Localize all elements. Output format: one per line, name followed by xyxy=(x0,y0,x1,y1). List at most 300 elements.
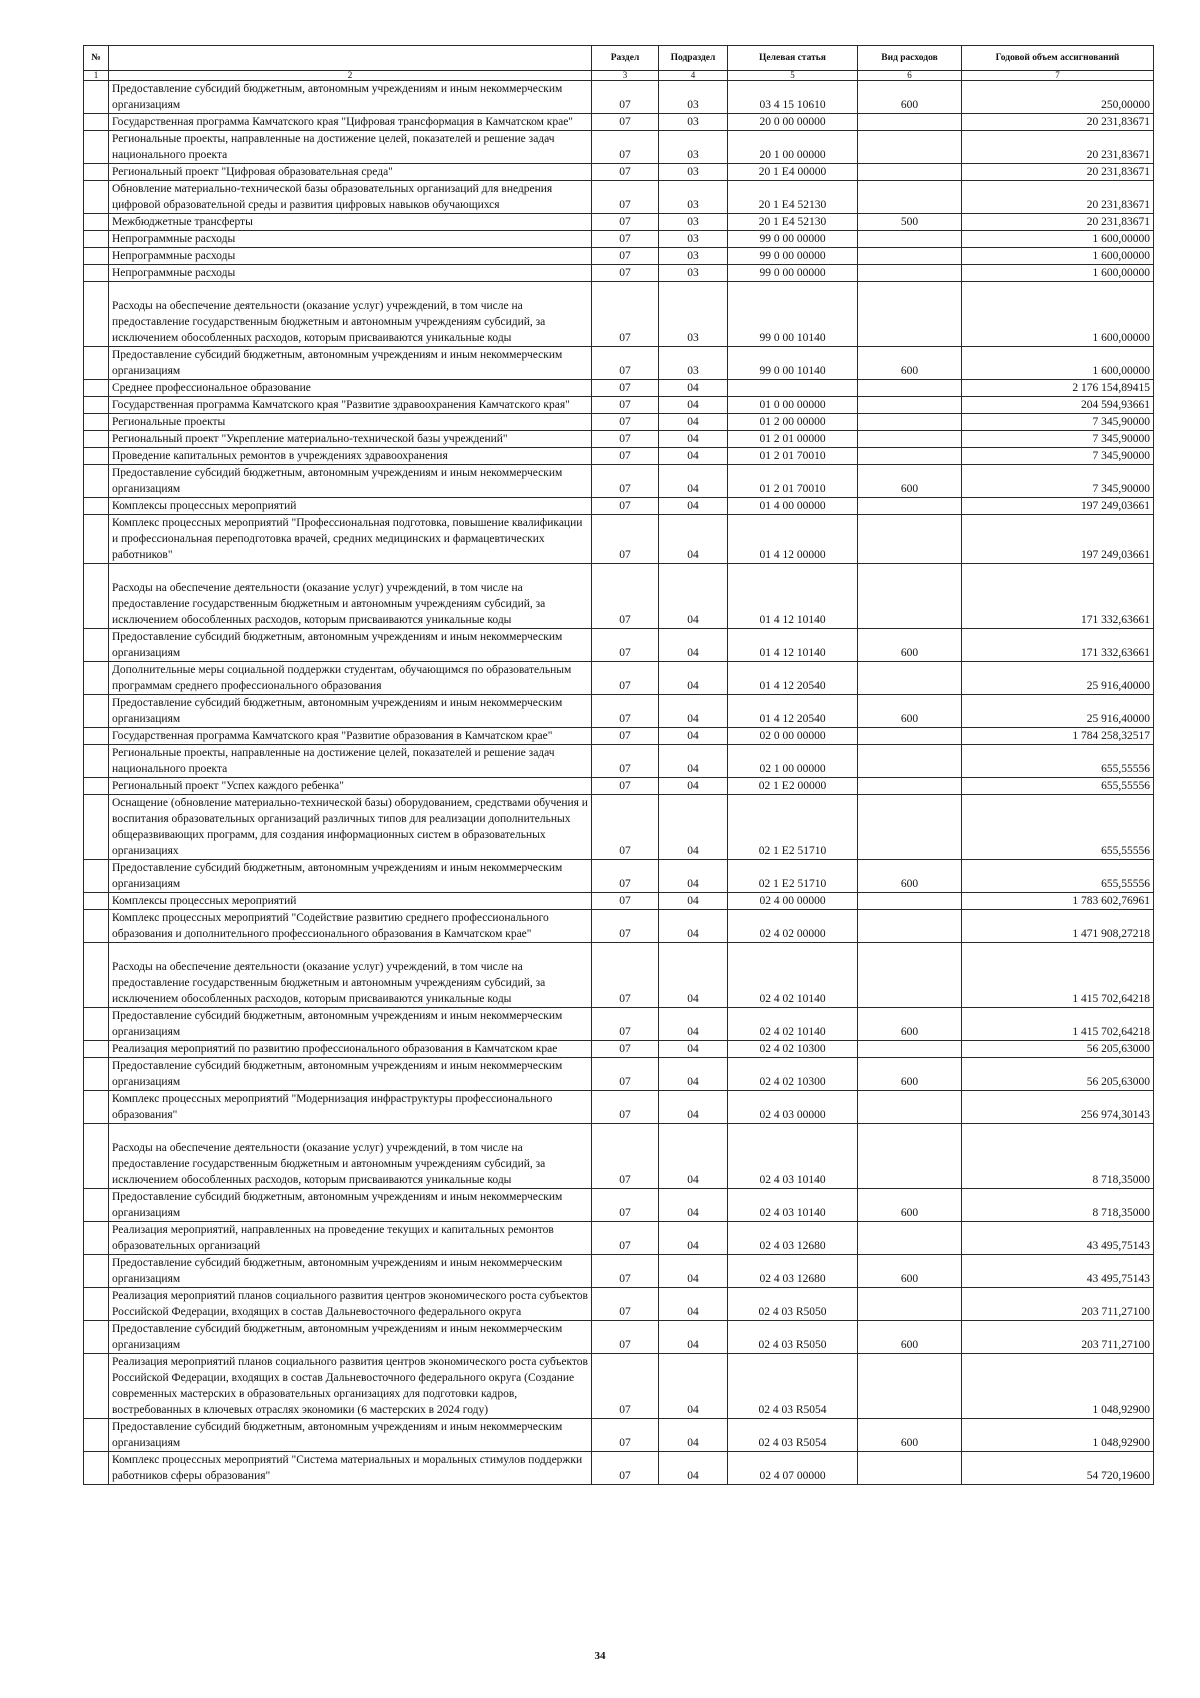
cell-target: 20 1 Е4 00000 xyxy=(728,164,858,181)
cell-podrazdel: 04 xyxy=(659,1354,728,1419)
cell-name: Предоставление субсидий бюджетным, автономным учреждениям и иным некоммерческим организациям xyxy=(109,629,592,662)
cell-amount: 1 048,92900 xyxy=(962,1354,1154,1419)
cell-name: Предоставление субсидий бюджетным, автономным учреждениям и иным некоммерческим организациям xyxy=(109,1189,592,1222)
cell-vid: 600 xyxy=(858,1419,962,1452)
cell-target: 20 0 00 00000 xyxy=(728,114,858,131)
cell-vid xyxy=(858,564,962,629)
cell-amount: 1 415 702,64218 xyxy=(962,943,1154,1008)
cell-vid xyxy=(858,662,962,695)
cell-name: Расходы на обеспечение деятельности (оказание услуг) учреждений, в том числе на предоставление государственным бюджетным и автономным учреждениям субсидий, за исключением обособленных расходов, которым присваиваются уникальные коды xyxy=(109,282,592,347)
cell-num xyxy=(84,1058,109,1091)
cell-num xyxy=(84,498,109,515)
cell-razdel: 07 xyxy=(592,231,659,248)
table-row xyxy=(84,943,1154,1008)
cell-target: 99 0 00 00000 xyxy=(728,248,858,265)
cell-name: Расходы на обеспечение деятельности (оказание услуг) учреждений, в том числе на предоставление государственным бюджетным и автономным учреждениям субсидий, за исключением обособленных расходов, которым присваиваются уникальные коды xyxy=(109,564,592,629)
cell-vid: 600 xyxy=(858,465,962,498)
cell-name: Региональные проекты xyxy=(109,414,592,431)
cell-razdel: 07 xyxy=(592,860,659,893)
cell-razdel: 07 xyxy=(592,265,659,282)
cell-num xyxy=(84,231,109,248)
cell-vid: 600 xyxy=(858,695,962,728)
table-row xyxy=(84,1124,1154,1189)
cell-razdel: 07 xyxy=(592,1058,659,1091)
cell-target: 02 1 Е2 51710 xyxy=(728,795,858,860)
cell-target: 20 1 Е4 52130 xyxy=(728,214,858,231)
cell-name: Непрограммные расходы xyxy=(109,265,592,282)
cell-podrazdel: 04 xyxy=(659,380,728,397)
cell-num xyxy=(84,778,109,795)
cell-podrazdel: 04 xyxy=(659,515,728,564)
table-row xyxy=(84,282,1154,347)
header-row xyxy=(84,46,1154,71)
cell-vid xyxy=(858,1288,962,1321)
cell-vid xyxy=(858,282,962,347)
cell-podrazdel: 03 xyxy=(659,114,728,131)
cell-name: Предоставление субсидий бюджетным, автономным учреждениям и иным некоммерческим организациям xyxy=(109,1255,592,1288)
cell-num xyxy=(84,347,109,380)
cell-podrazdel: 03 xyxy=(659,231,728,248)
table-row xyxy=(84,380,1154,397)
cell-amount: 20 231,83671 xyxy=(962,164,1154,181)
cell-num xyxy=(84,431,109,448)
header-target: Целевая статья xyxy=(728,46,858,71)
cell-name: Расходы на обеспечение деятельности (оказание услуг) учреждений, в том числе на предоставление государственным бюджетным и автономным учреждениям субсидий, за исключением обособленных расходов, которым присваиваются уникальные коды xyxy=(109,943,592,1008)
cell-vid: 500 xyxy=(858,214,962,231)
column-number: 6 xyxy=(858,71,962,81)
table-row xyxy=(84,114,1154,131)
cell-vid xyxy=(858,910,962,943)
table-row xyxy=(84,1354,1154,1419)
cell-num xyxy=(84,795,109,860)
cell-num xyxy=(84,860,109,893)
cell-podrazdel: 04 xyxy=(659,564,728,629)
cell-razdel: 07 xyxy=(592,1124,659,1189)
cell-num xyxy=(84,1354,109,1419)
cell-amount: 8 718,35000 xyxy=(962,1189,1154,1222)
cell-num xyxy=(84,629,109,662)
cell-target: 02 4 03 R5050 xyxy=(728,1288,858,1321)
cell-vid xyxy=(858,1354,962,1419)
cell-amount: 171 332,63661 xyxy=(962,629,1154,662)
budget-table xyxy=(83,45,1154,1485)
table-row xyxy=(84,465,1154,498)
cell-razdel: 07 xyxy=(592,465,659,498)
cell-name: Дополнительные меры социальной поддержки студентам, обучающимся по образовательным программам среднего профессионального образования xyxy=(109,662,592,695)
column-number: 5 xyxy=(728,71,858,81)
cell-name: Предоставление субсидий бюджетным, автономным учреждениям и иным некоммерческим организациям xyxy=(109,347,592,380)
table-row xyxy=(84,347,1154,380)
table-row xyxy=(84,81,1154,114)
cell-name: Проведение капитальных ремонтов в учреждениях здравоохранения xyxy=(109,448,592,465)
table-row xyxy=(84,397,1154,414)
cell-razdel: 07 xyxy=(592,1091,659,1124)
column-number: 3 xyxy=(592,71,659,81)
cell-vid xyxy=(858,248,962,265)
cell-num xyxy=(84,81,109,114)
cell-name: Оснащение (обновление материально-технической базы) оборудованием, средствами обучения и воспитания образовательных организаций различных типов для реализации дополнительных общеразвивающих программ, для создания информационных систем в образовательных организациях xyxy=(109,795,592,860)
cell-target: 01 2 01 70010 xyxy=(728,465,858,498)
table-row xyxy=(84,181,1154,214)
cell-razdel: 07 xyxy=(592,114,659,131)
cell-num xyxy=(84,515,109,564)
cell-num xyxy=(84,282,109,347)
cell-target: 03 4 15 10610 xyxy=(728,81,858,114)
table-row xyxy=(84,910,1154,943)
cell-target: 02 1 Е2 00000 xyxy=(728,778,858,795)
cell-podrazdel: 04 xyxy=(659,1222,728,1255)
cell-razdel: 07 xyxy=(592,564,659,629)
cell-razdel: 07 xyxy=(592,164,659,181)
cell-amount: 1 784 258,32517 xyxy=(962,728,1154,745)
table-row xyxy=(84,164,1154,181)
cell-name: Реализация мероприятий планов социального развития центров экономического роста субъектов Российской Федерации, входящих в состав Дальневосточного федерального округа (Создание современных мастерских в образовательных организациях для подготовки кадров, востребованных в ключевых отраслях экономики (6 мастерских в 2024 году) xyxy=(109,1354,592,1419)
cell-razdel: 07 xyxy=(592,414,659,431)
cell-vid xyxy=(858,893,962,910)
cell-amount: 43 495,75143 xyxy=(962,1222,1154,1255)
cell-amount: 7 345,90000 xyxy=(962,414,1154,431)
cell-num xyxy=(84,1288,109,1321)
cell-name: Непрограммные расходы xyxy=(109,248,592,265)
table-row xyxy=(84,231,1154,248)
cell-name: Предоставление субсидий бюджетным, автономным учреждениям и иным некоммерческим организациям xyxy=(109,1321,592,1354)
cell-amount: 1 783 602,76961 xyxy=(962,893,1154,910)
cell-num xyxy=(84,943,109,1008)
cell-target: 01 4 00 00000 xyxy=(728,498,858,515)
cell-razdel: 07 xyxy=(592,728,659,745)
cell-name: Комплексы процессных мероприятий xyxy=(109,498,592,515)
cell-num xyxy=(84,448,109,465)
cell-num xyxy=(84,164,109,181)
cell-amount: 655,55556 xyxy=(962,745,1154,778)
cell-amount: 43 495,75143 xyxy=(962,1255,1154,1288)
cell-vid xyxy=(858,397,962,414)
cell-name: Региональные проекты, направленные на достижение целей, показателей и решение задач национального проекта xyxy=(109,745,592,778)
cell-razdel: 07 xyxy=(592,778,659,795)
cell-target: 99 0 00 10140 xyxy=(728,282,858,347)
cell-vid xyxy=(858,131,962,164)
cell-num xyxy=(84,564,109,629)
cell-num xyxy=(84,1419,109,1452)
cell-podrazdel: 04 xyxy=(659,662,728,695)
table-row xyxy=(84,745,1154,778)
cell-razdel: 07 xyxy=(592,745,659,778)
cell-amount: 25 916,40000 xyxy=(962,695,1154,728)
cell-amount: 655,55556 xyxy=(962,778,1154,795)
cell-podrazdel: 03 xyxy=(659,265,728,282)
cell-target: 99 0 00 00000 xyxy=(728,231,858,248)
column-number: 4 xyxy=(659,71,728,81)
cell-podrazdel: 04 xyxy=(659,1008,728,1041)
table-row xyxy=(84,1041,1154,1058)
cell-podrazdel: 04 xyxy=(659,778,728,795)
cell-razdel: 07 xyxy=(592,629,659,662)
cell-amount: 20 231,83671 xyxy=(962,214,1154,231)
cell-razdel: 07 xyxy=(592,81,659,114)
cell-vid xyxy=(858,265,962,282)
cell-vid xyxy=(858,414,962,431)
cell-razdel: 07 xyxy=(592,214,659,231)
cell-num xyxy=(84,662,109,695)
cell-target: 02 4 03 R5050 xyxy=(728,1321,858,1354)
cell-razdel: 07 xyxy=(592,498,659,515)
table-row xyxy=(84,214,1154,231)
cell-num xyxy=(84,1321,109,1354)
cell-razdel: 07 xyxy=(592,347,659,380)
cell-amount: 171 332,63661 xyxy=(962,564,1154,629)
cell-razdel: 07 xyxy=(592,515,659,564)
table-row xyxy=(84,1222,1154,1255)
cell-vid xyxy=(858,943,962,1008)
cell-podrazdel: 04 xyxy=(659,448,728,465)
cell-amount: 1 471 908,27218 xyxy=(962,910,1154,943)
header-name xyxy=(109,46,592,71)
cell-amount: 54 720,19600 xyxy=(962,1452,1154,1485)
cell-razdel: 07 xyxy=(592,131,659,164)
cell-podrazdel: 04 xyxy=(659,1091,728,1124)
cell-target: 02 4 03 R5054 xyxy=(728,1354,858,1419)
cell-vid xyxy=(858,231,962,248)
cell-name: Среднее профессиональное образование xyxy=(109,380,592,397)
cell-amount: 655,55556 xyxy=(962,795,1154,860)
cell-razdel: 07 xyxy=(592,695,659,728)
cell-vid xyxy=(858,164,962,181)
cell-target: 02 4 02 10300 xyxy=(728,1041,858,1058)
cell-razdel: 07 xyxy=(592,1222,659,1255)
cell-num xyxy=(84,465,109,498)
cell-podrazdel: 04 xyxy=(659,1189,728,1222)
cell-amount: 20 231,83671 xyxy=(962,114,1154,131)
cell-podrazdel: 04 xyxy=(659,414,728,431)
cell-num xyxy=(84,1091,109,1124)
cell-target: 20 1 00 00000 xyxy=(728,131,858,164)
cell-amount: 1 600,00000 xyxy=(962,265,1154,282)
cell-razdel: 07 xyxy=(592,181,659,214)
cell-amount: 8 718,35000 xyxy=(962,1124,1154,1189)
table-row xyxy=(84,431,1154,448)
cell-razdel: 07 xyxy=(592,431,659,448)
cell-name: Межбюджетные трансферты xyxy=(109,214,592,231)
cell-vid: 600 xyxy=(858,347,962,380)
cell-num xyxy=(84,1452,109,1485)
cell-razdel: 07 xyxy=(592,662,659,695)
table-row xyxy=(84,515,1154,564)
cell-num xyxy=(84,1041,109,1058)
cell-target: 01 4 12 10140 xyxy=(728,629,858,662)
cell-target: 99 0 00 00000 xyxy=(728,265,858,282)
cell-name: Реализация мероприятий по развитию профессионального образования в Камчатском крае xyxy=(109,1041,592,1058)
cell-vid xyxy=(858,1124,962,1189)
cell-name: Комплекс процессных мероприятий "Профессиональная подготовка, повышение квалификации и профессиональная переподготовка врачей, средних медицинских и фармацевтических работников" xyxy=(109,515,592,564)
cell-podrazdel: 04 xyxy=(659,1255,728,1288)
cell-amount: 20 231,83671 xyxy=(962,181,1154,214)
cell-num xyxy=(84,248,109,265)
table-row xyxy=(84,1419,1154,1452)
column-number: 1 xyxy=(84,71,109,81)
header-podrazdel: Подраздел xyxy=(659,46,728,71)
cell-podrazdel: 04 xyxy=(659,1288,728,1321)
cell-num xyxy=(84,893,109,910)
cell-target: 02 4 02 00000 xyxy=(728,910,858,943)
cell-amount: 56 205,63000 xyxy=(962,1041,1154,1058)
cell-podrazdel: 04 xyxy=(659,1124,728,1189)
cell-podrazdel: 03 xyxy=(659,347,728,380)
cell-target: 02 4 03 12680 xyxy=(728,1255,858,1288)
cell-razdel: 07 xyxy=(592,1189,659,1222)
cell-vid xyxy=(858,498,962,515)
cell-vid: 600 xyxy=(858,81,962,114)
column-number-row xyxy=(84,71,1154,81)
cell-num xyxy=(84,1008,109,1041)
table-row xyxy=(84,860,1154,893)
cell-podrazdel: 04 xyxy=(659,893,728,910)
table-row xyxy=(84,1091,1154,1124)
cell-target: 02 4 07 00000 xyxy=(728,1452,858,1485)
cell-name: Предоставление субсидий бюджетным, автономным учреждениям и иным некоммерческим организациям xyxy=(109,860,592,893)
cell-vid xyxy=(858,778,962,795)
cell-podrazdel: 03 xyxy=(659,131,728,164)
table-body xyxy=(84,81,1154,1485)
cell-name: Реализация мероприятий, направленных на проведение текущих и капитальных ремонтов образовательных организаций xyxy=(109,1222,592,1255)
header-razdel: Раздел xyxy=(592,46,659,71)
cell-vid xyxy=(858,114,962,131)
cell-podrazdel: 03 xyxy=(659,81,728,114)
cell-num xyxy=(84,1222,109,1255)
cell-name: Расходы на обеспечение деятельности (оказание услуг) учреждений, в том числе на предоставление государственным бюджетным и автономным учреждениям субсидий, за исключением обособленных расходов, которым присваиваются уникальные коды xyxy=(109,1124,592,1189)
cell-vid: 600 xyxy=(858,1008,962,1041)
cell-name: Реализация мероприятий планов социального развития центров экономического роста субъектов Российской Федерации, входящих в состав Дальневосточного федерального округа xyxy=(109,1288,592,1321)
cell-vid: 600 xyxy=(858,1321,962,1354)
cell-podrazdel: 03 xyxy=(659,164,728,181)
cell-name: Комплексы процессных мероприятий xyxy=(109,893,592,910)
cell-vid xyxy=(858,1041,962,1058)
cell-name: Государственная программа Камчатского края "Цифровая трансформация в Камчатском крае" xyxy=(109,114,592,131)
cell-vid xyxy=(858,795,962,860)
cell-num xyxy=(84,414,109,431)
cell-amount: 7 345,90000 xyxy=(962,465,1154,498)
cell-name: Предоставление субсидий бюджетным, автономным учреждениям и иным некоммерческим организациям xyxy=(109,695,592,728)
cell-amount: 2 176 154,89415 xyxy=(962,380,1154,397)
cell-target: 02 0 00 00000 xyxy=(728,728,858,745)
cell-podrazdel: 04 xyxy=(659,695,728,728)
cell-podrazdel: 04 xyxy=(659,795,728,860)
cell-name: Предоставление субсидий бюджетным, автономным учреждениям и иным некоммерческим организациям xyxy=(109,1419,592,1452)
cell-vid: 600 xyxy=(858,1058,962,1091)
cell-podrazdel: 04 xyxy=(659,1452,728,1485)
cell-razdel: 07 xyxy=(592,448,659,465)
table-row xyxy=(84,629,1154,662)
cell-amount: 1 600,00000 xyxy=(962,282,1154,347)
cell-podrazdel: 03 xyxy=(659,282,728,347)
table-row xyxy=(84,248,1154,265)
table-row xyxy=(84,414,1154,431)
cell-amount: 1 600,00000 xyxy=(962,231,1154,248)
cell-podrazdel: 04 xyxy=(659,1041,728,1058)
cell-amount: 197 249,03661 xyxy=(962,515,1154,564)
cell-target: 02 4 00 00000 xyxy=(728,893,858,910)
cell-target: 02 1 00 00000 xyxy=(728,745,858,778)
cell-razdel: 07 xyxy=(592,282,659,347)
cell-name: Региональный проект "Цифровая образовательная среда" xyxy=(109,164,592,181)
cell-name: Комплекс процессных мероприятий "Модернизация инфраструктуры профессионального образования" xyxy=(109,1091,592,1124)
cell-podrazdel: 03 xyxy=(659,214,728,231)
cell-name: Региональный проект "Успех каждого ребенка" xyxy=(109,778,592,795)
cell-vid xyxy=(858,1452,962,1485)
cell-razdel: 07 xyxy=(592,910,659,943)
cell-name: Комплекс процессных мероприятий "Система материальных и моральных стимулов поддержки работников сферы образования" xyxy=(109,1452,592,1485)
table-row xyxy=(84,498,1154,515)
cell-num xyxy=(84,1189,109,1222)
cell-num xyxy=(84,1255,109,1288)
cell-podrazdel: 04 xyxy=(659,910,728,943)
cell-num xyxy=(84,1124,109,1189)
table-row xyxy=(84,1189,1154,1222)
table-row xyxy=(84,1058,1154,1091)
budget-table-sheet xyxy=(83,45,1153,1485)
cell-vid xyxy=(858,181,962,214)
cell-razdel: 07 xyxy=(592,1354,659,1419)
cell-razdel: 07 xyxy=(592,1419,659,1452)
cell-razdel: 07 xyxy=(592,397,659,414)
cell-amount: 56 205,63000 xyxy=(962,1058,1154,1091)
cell-num xyxy=(84,397,109,414)
table-row xyxy=(84,795,1154,860)
cell-name: Государственная программа Камчатского края "Развитие образования в Камчатском крае" xyxy=(109,728,592,745)
header-amount: Годовой объем ассигнований xyxy=(962,46,1154,71)
cell-name: Региональный проект "Укрепление материально-технической базы учреждений" xyxy=(109,431,592,448)
cell-target: 99 0 00 10140 xyxy=(728,347,858,380)
cell-podrazdel: 04 xyxy=(659,397,728,414)
cell-target xyxy=(728,380,858,397)
cell-num xyxy=(84,214,109,231)
cell-podrazdel: 04 xyxy=(659,498,728,515)
table-row xyxy=(84,131,1154,164)
page-number: 34 xyxy=(594,1650,606,1662)
cell-target: 02 1 Е2 51710 xyxy=(728,860,858,893)
cell-vid xyxy=(858,728,962,745)
cell-amount: 1 600,00000 xyxy=(962,248,1154,265)
cell-target: 02 4 02 10140 xyxy=(728,1008,858,1041)
cell-num xyxy=(84,745,109,778)
cell-vid: 600 xyxy=(858,1255,962,1288)
cell-name: Государственная программа Камчатского края "Развитие здравоохранения Камчатского края" xyxy=(109,397,592,414)
cell-amount: 1 415 702,64218 xyxy=(962,1008,1154,1041)
cell-target: 02 4 03 12680 xyxy=(728,1222,858,1255)
cell-podrazdel: 04 xyxy=(659,629,728,662)
table-row xyxy=(84,448,1154,465)
cell-podrazdel: 04 xyxy=(659,1419,728,1452)
cell-vid xyxy=(858,431,962,448)
cell-target: 02 4 03 10140 xyxy=(728,1124,858,1189)
cell-amount: 20 231,83671 xyxy=(962,131,1154,164)
cell-podrazdel: 04 xyxy=(659,728,728,745)
cell-razdel: 07 xyxy=(592,380,659,397)
table-row xyxy=(84,778,1154,795)
cell-razdel: 07 xyxy=(592,893,659,910)
cell-num xyxy=(84,910,109,943)
cell-amount: 197 249,03661 xyxy=(962,498,1154,515)
cell-name: Непрограммные расходы xyxy=(109,231,592,248)
cell-name: Комплекс процессных мероприятий "Содействие развитию среднего профессионального образования и дополнительного профессионального образования в Камчатском крае" xyxy=(109,910,592,943)
cell-name: Предоставление субсидий бюджетным, автономным учреждениям и иным некоммерческим организациям xyxy=(109,465,592,498)
cell-num xyxy=(84,181,109,214)
cell-target: 01 2 01 00000 xyxy=(728,431,858,448)
table-row xyxy=(84,1452,1154,1485)
cell-name: Обновление материально-технической базы образовательных организаций для внедрения цифровой образовательной среды и развития цифровых навыков обучающихся xyxy=(109,181,592,214)
cell-podrazdel: 04 xyxy=(659,860,728,893)
cell-razdel: 07 xyxy=(592,795,659,860)
cell-target: 02 4 03 10140 xyxy=(728,1189,858,1222)
